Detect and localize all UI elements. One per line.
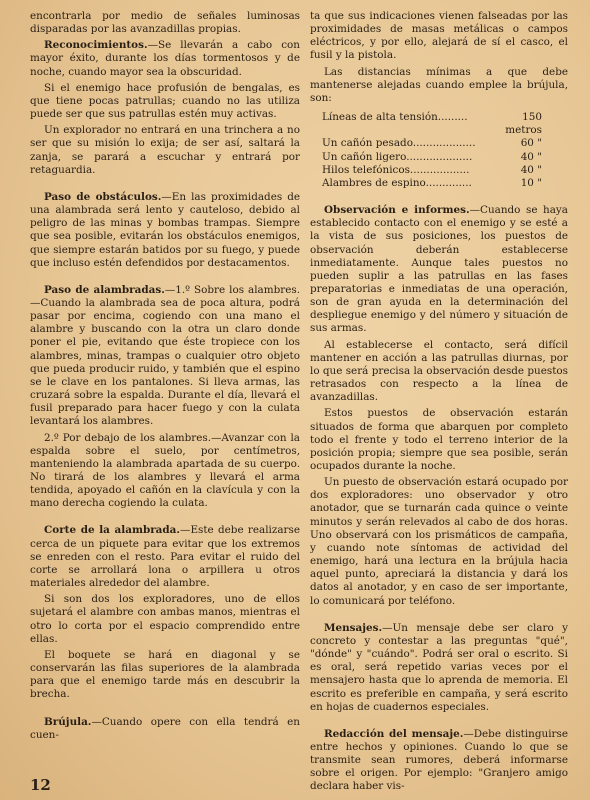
- paragraph: 2.º Por debajo de los alambres.—Avanzar con la espalda sobre el suelo, por centímetros, manteniendo la alambrada apartada de su cuerpo. No tirará de los alambres y llevará el arma tendida, apoyado el cañón en la clavícula y con la mano derecha cogiendo la culata.: [30, 431, 300, 510]
- section-heading: Brújula.: [44, 715, 92, 728]
- paragraph: Si son dos los exploradores, uno de ellos sujetará el alambre con ambas manos, mientras el otro lo corta por el espacio comprendido entre ellas.: [30, 593, 300, 645]
- paragraph: El boquete se hará en diagonal y se conservarán las filas superiores de la alambrada para que el enemigo tarde más en descubrir la brecha.: [30, 648, 300, 701]
- section-heading: Paso de alambradas.: [44, 283, 165, 296]
- paragraph-brujula: Brújula.—Cuando opere con ella tendrá en cuen-: [30, 715, 300, 741]
- paragraph-observacion: Observación e informes.—Cuando se haya establecido contacto con el enemigo y se esté a la vista de sus posiciones, los puestos de observación deberán establecerse inmediatamente. Aunque tales puestos no pueden suplir a las patrullas en las fases preparatorias e inmediatas de una operación, son de gran ayuda en la determinación del despliegue enemigo y del número y situación de sus armas.: [310, 204, 568, 335]
- paragraph-mensajes: Mensajes.—Un mensaje debe ser claro y concreto y contestar a las preguntas "qué", "dónde" y "cuándo". Podrá ser oral o escrito. Si es oral, será repetido varias veces por el mensajero hasta que lo aprenda de memoria. El escrito es preferible en campaña, y será escrito en hojas de cuadernos especiales.: [310, 621, 568, 713]
- distance-row: Un cañón ligero.................... 40 ": [322, 150, 542, 163]
- paragraph: encontrarla por medio de señales luminosas disparadas por las avanzadillas propias.: [30, 10, 300, 36]
- paragraph: Un puesto de observación estará ocupado por dos exploradores: uno observador y otro anotador, que se turnarán cada quince o veinte minutos y serán relevados al cabo de dos horas. Uno observará con los prismáticos de campaña, y cuando note síntomas de actividad del enemigo, hará una lectura en la brújula hacia aquel punto, apreciará la distancia y dará los datos al anotador, y en caso de ser importante, lo comunicará por teléfono.: [310, 476, 568, 607]
- distance-list: [322, 111, 568, 190]
- section-heading: Mensajes.: [324, 621, 383, 634]
- section-heading: Corte de la alambrada.: [44, 524, 181, 537]
- section-heading: Paso de obstáculos.: [44, 190, 162, 203]
- paragraph: ta que sus indicaciones vienen falseadas por las proximidades de masas metálicas o campos eléctricos, y por ello, alejará de sí el casco, el fusil y la pistola.: [310, 10, 568, 62]
- distance-row: Líneas de alta tensión......... 150 metros: [322, 111, 542, 137]
- right-column: [310, 10, 568, 797]
- paragraph-corte-alambrada: Corte de la alambrada.—Este debe realizarse cerca de un piquete para evitar que los extremos se enreden con el resto. Para evitar el ruido del corte se arrollará lona o arpillera u otros materiales alrededor del alambre.: [30, 524, 300, 590]
- section-heading: Observación e informes.: [324, 204, 470, 217]
- section-heading: Redacción del mensaje.: [324, 727, 464, 740]
- paragraph: Al establecerse el contacto, será difícil mantener en acción a las patrullas diurnas, por lo que será precisa la observación desde puestos retrasados con respecto a la línea de avanzadillas.: [310, 338, 568, 404]
- distance-row: Hilos telefónicos.................. 40 ": [322, 163, 542, 176]
- paragraph: Las distancias mínimas a que debe mantenerse alejadas cuando emplee la brújula, son:: [310, 65, 568, 104]
- paragraph: Un explorador no entrará en una trinchera a no ser que su misión lo exija; de ser así, saltará la zanja, se parará a escuchar y entrará por retaguardia.: [30, 124, 300, 176]
- paragraph-reconocimientos: Reconocimientos.—Se llevarán a cabo con mayor éxito, durante los días tormentosos y de noche, cuando mayor sea la obscuridad.: [30, 39, 300, 78]
- paragraph-paso-alambradas: Paso de alambradas.—1.º Sobre los alambres.—Cuando la alambrada sea de poca altura, podrá pasar por encima, cogiendo con una mano el alambre y buscando con la otra un claro donde poner el pie, evitando que éste tropiece con los alambres, minas, trampas o cualquier otro objeto que pueda producir ruido, y también que el espino se le clave en los pantalones. Si lleva armas, las cruzará sobre la espalda. Durante el día, llevará el fusil preparado para hacer fuego y con la culata levantará los alambres.: [30, 283, 300, 428]
- paragraph-redaccion: Redacción del mensaje.—Debe distinguirse entre hechos y opiniones. Cuando lo que se transmite sean rumores, deberá informarse sobre el origen. Por ejemplo: "Granjero amigo declara haber vis-: [310, 727, 568, 793]
- distance-row: Un cañón pesado................... 60 ": [322, 137, 542, 150]
- section-heading: Reconocimientos.: [44, 39, 148, 52]
- paragraph-paso-obstaculos: Paso de obstáculos.—En las proximidades de una alambrada será lento y cauteloso, debido al peligro de las minas y bombas trampas. Siempre que sea posible, evitarán los obstáculos enemigos, que siempre estarán batidos por su fuego, y puede que incluso estén defendidos por destacamentos.: [30, 190, 300, 269]
- paragraph: Si el enemigo hace profusión de bengalas, es que tiene pocas patrullas; cuando no las utiliza puede ser que sus patrullas estén muy activas.: [30, 81, 300, 121]
- distance-row: Alambres de espino.............. 10 ": [322, 176, 542, 189]
- page-number: 12: [30, 776, 51, 794]
- paragraph: Estos puestos de observación estarán situados de forma que abarquen por completo todo el frente y todo el terreno interior de la posición propia; siempre que sea posible, serán ocupados durante la noche.: [310, 407, 568, 472]
- left-column: [30, 10, 300, 745]
